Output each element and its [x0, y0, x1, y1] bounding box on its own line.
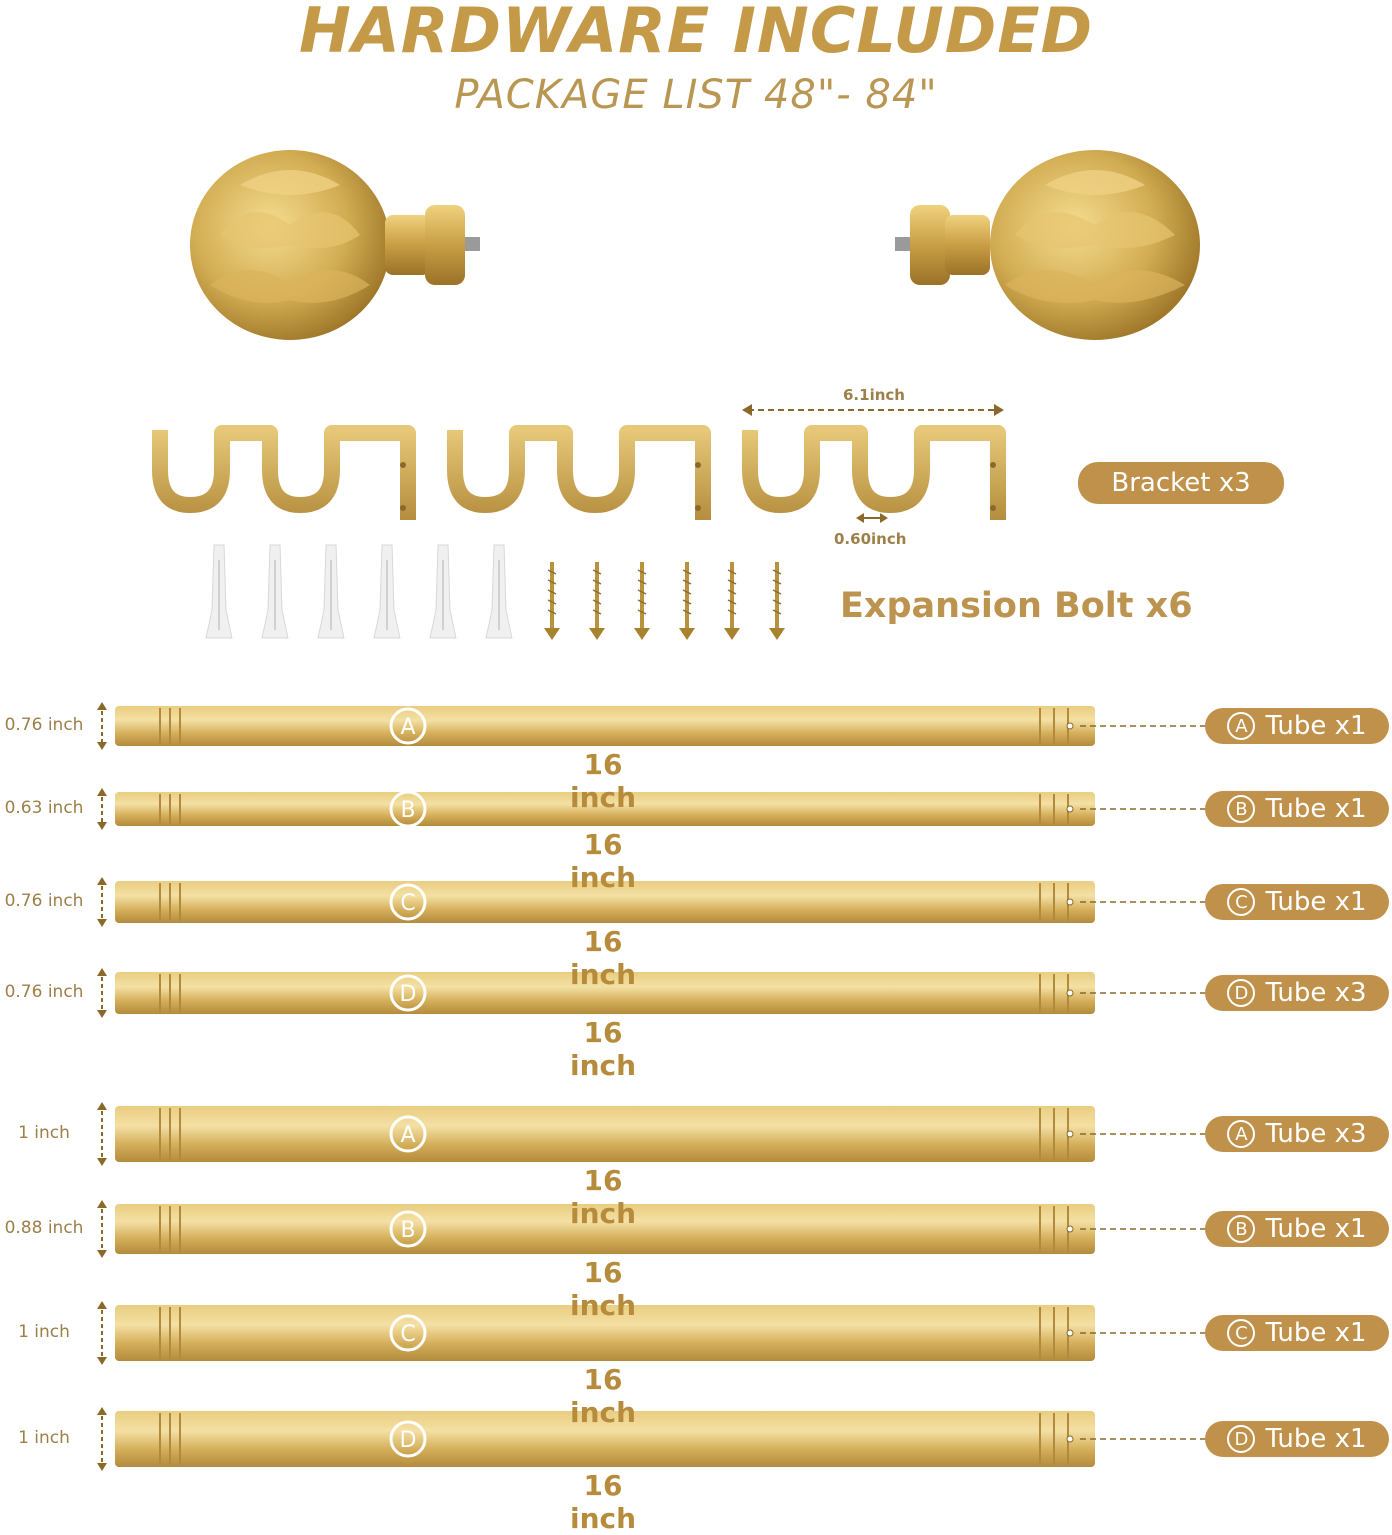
tube-badge-letter: D: [1227, 979, 1255, 1007]
expansion-bolt-label: Expansion Bolt x6: [840, 586, 1193, 626]
tube-diameter-label: 0.88 inch: [4, 1218, 84, 1238]
tube-count-badge: [1205, 1315, 1389, 1351]
tube-diameter-label: 1 inch: [18, 1123, 70, 1143]
bracket-count-label: Bracket x3: [1111, 468, 1251, 498]
tube-length-label: 16 inch: [569, 748, 637, 814]
tube-letter: C: [400, 1322, 416, 1347]
tube-badge-label: Tube x3: [1265, 1119, 1367, 1149]
tube-diameter-label: 1 inch: [18, 1322, 70, 1342]
tube-diameter-label: 0.76 inch: [4, 891, 84, 911]
tube-length-label: 16 inch: [569, 1363, 637, 1429]
tube-badge-letter: B: [1227, 795, 1255, 823]
page-title: HARDWARE INCLUDED: [298, 0, 1094, 67]
tube-badge-label: Tube x1: [1265, 1424, 1367, 1454]
tube-1: [97, 702, 1205, 750]
tube-count-badge: [1205, 1211, 1389, 1247]
tube-letter: C: [400, 891, 416, 916]
tube-badge-letter: C: [1227, 1319, 1255, 1347]
tube-badge-letter: B: [1227, 1215, 1255, 1243]
tube-count-badge: [1205, 1421, 1389, 1457]
tube-letter: B: [400, 798, 416, 823]
tube-diameter-label: 0.76 inch: [4, 715, 84, 735]
tube-length-label: 16 inch: [569, 1256, 637, 1322]
tube-badge-letter: A: [1227, 1120, 1255, 1148]
tube-count-badge: [1205, 708, 1389, 744]
tube-letter: D: [399, 1428, 417, 1453]
tube-count-badge: [1205, 791, 1389, 827]
tube-length-label: 16 inch: [569, 1016, 637, 1082]
tube-length-label: 16 inch: [569, 1469, 637, 1535]
tube-letter: A: [400, 1123, 416, 1148]
tube-badge-letter: A: [1227, 712, 1255, 740]
tube-length-label: 16 inch: [569, 828, 637, 894]
tube-diameter-label: 0.76 inch: [4, 982, 84, 1002]
tube-badge-label: Tube x1: [1265, 887, 1367, 917]
tube-5: [97, 1102, 1205, 1166]
tube-badge-letter: D: [1227, 1425, 1255, 1453]
tube-badge-label: Tube x1: [1265, 794, 1367, 824]
bracket-gap-label: 0.60inch: [834, 530, 907, 548]
tube-length-label: 16 inch: [569, 925, 637, 991]
page-subtitle: PACKAGE LIST 48"- 84": [454, 72, 938, 118]
tube-length-label: 16 inch: [569, 1164, 637, 1230]
bracket-width-label: 6.1inch: [843, 386, 905, 404]
tube-diameter-label: 0.63 inch: [4, 798, 84, 818]
tube-count-badge: [1205, 884, 1389, 920]
tube-count-badge: [1205, 975, 1389, 1011]
tube-badge-label: Tube x1: [1265, 1318, 1367, 1348]
tube-badge-label: Tube x3: [1265, 978, 1367, 1008]
tube-letter: A: [400, 715, 416, 740]
tube-letter: D: [399, 982, 417, 1007]
tube-badge-label: Tube x1: [1265, 1214, 1367, 1244]
tube-count-badge: [1205, 1116, 1389, 1152]
tube-letter: B: [400, 1218, 416, 1243]
tube-badge-letter: C: [1227, 888, 1255, 916]
tube-badge-label: Tube x1: [1265, 711, 1367, 741]
tube-diameter-label: 1 inch: [18, 1428, 70, 1448]
